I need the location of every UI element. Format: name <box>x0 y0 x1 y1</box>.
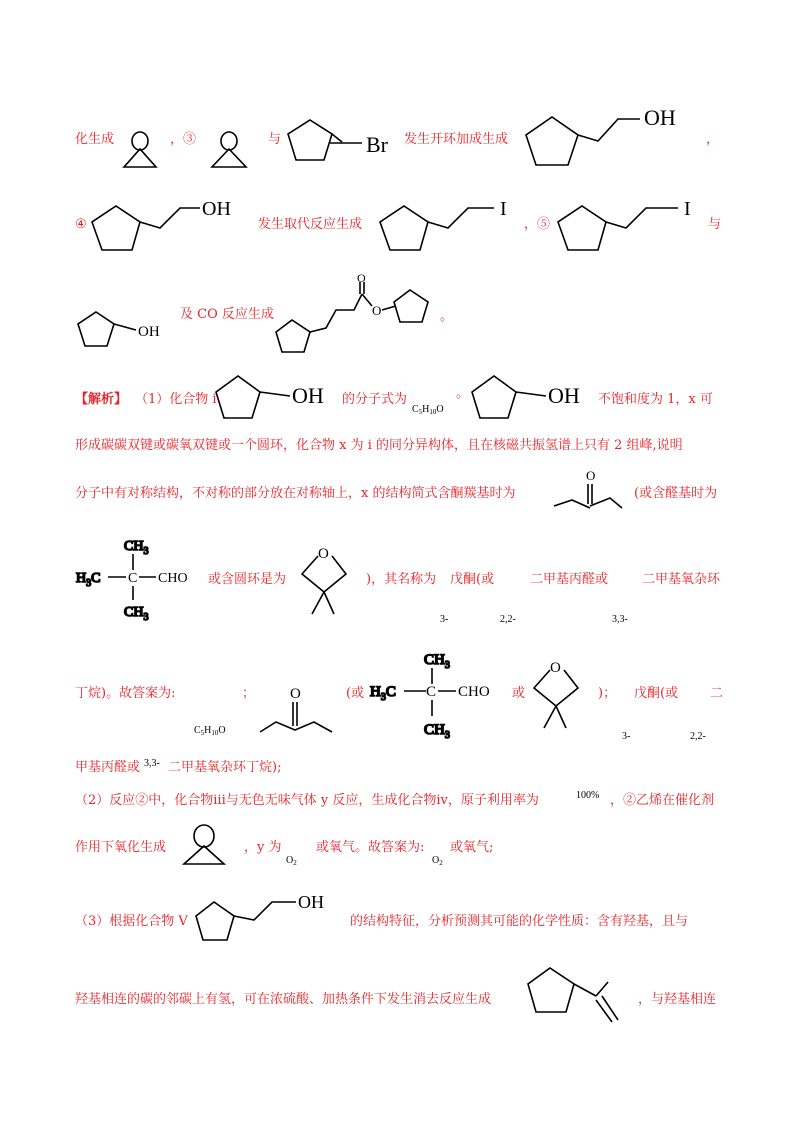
ch3-label: $CH_3$ <box>424 722 450 741</box>
cyclopentylethanol-structure <box>88 188 258 260</box>
locant-number: 3- <box>440 614 449 625</box>
text-segment: 分子中有对称结构，不对称的部分放在对称轴上，x 的结构简式含酮羰基时为 <box>75 486 516 501</box>
text-segment: 丁烷)。故答案为: <box>75 686 176 701</box>
text-segment: 作用下氧化生成 <box>75 840 167 855</box>
text-segment: 或氧气。故答案为: <box>316 840 425 855</box>
text-segment: (或含醛基时为 <box>634 486 718 501</box>
cyclopentanol-structure <box>76 308 176 352</box>
text-segment: 或 <box>512 686 526 701</box>
text-segment: 二甲基氧杂环 <box>642 572 721 587</box>
text-segment: 与 <box>708 217 722 232</box>
text-segment: 。 <box>456 386 470 401</box>
dimethyloxetane-structure <box>296 540 360 620</box>
text-segment: 甲基丙醛或 <box>75 760 141 775</box>
pivaldehyde-structure <box>370 646 504 741</box>
oh-label: OH <box>202 198 231 220</box>
bromocyclopentane-structure <box>282 112 394 172</box>
o-label: O <box>318 546 329 562</box>
pivaldehyde-structure <box>76 532 206 623</box>
text-segment: ，②乙烯在催化剂 <box>610 793 715 808</box>
text-segment: ， <box>706 132 720 147</box>
oh-label: OH <box>292 383 324 408</box>
vinylcyclopentane-structure <box>524 962 634 1024</box>
text-segment: 与 <box>268 132 282 147</box>
o-label: O <box>586 468 596 483</box>
pentanone-structure <box>256 684 336 740</box>
text-segment: 的分子式为 <box>342 392 408 407</box>
i-label: I <box>500 198 507 220</box>
text-segment: ，⑤ <box>524 217 551 232</box>
dimethyloxetane-structure <box>528 654 594 734</box>
text-segment: ； <box>242 686 256 701</box>
oh-label: OH <box>548 383 580 408</box>
text-segment: ，与羟基相连 <box>638 992 717 1007</box>
text-segment: 或含圆环是为 <box>208 572 287 587</box>
o-label: O <box>372 303 382 318</box>
text-segment: )，其名称为 <box>366 572 437 587</box>
ch3-label: $CH_3$ <box>124 539 149 557</box>
cho-label: CHO <box>458 684 490 700</box>
locant-number: 2,2- <box>500 614 516 625</box>
cyclopentanol-structure <box>214 372 334 424</box>
text-segment: 二甲基丙醛或 <box>530 572 609 587</box>
pentanone-structure <box>550 468 630 516</box>
text-segment: 发生取代反应生成 <box>258 217 363 232</box>
iodoethylcyclopentane-structure <box>376 188 516 260</box>
text-segment: 或氧气; <box>450 840 494 855</box>
o-label: O <box>550 660 561 676</box>
cyclopentylethanol-structure <box>192 888 342 952</box>
formula-o2: $O_2$ <box>286 855 297 867</box>
text-segment: 发生开环加成生成 <box>404 132 509 147</box>
analysis-tag: 【解析】 <box>75 392 128 407</box>
text-segment: 戊酮(或 <box>450 572 495 587</box>
formula-o2: $O_2$ <box>432 855 443 867</box>
locant-number: 3,3- <box>612 614 628 625</box>
h3c-label: $H_3C$ <box>76 571 101 589</box>
percent-value: 100% <box>576 790 600 801</box>
text-segment: 戊酮(或 <box>634 686 679 701</box>
oh-label: OH <box>644 105 676 130</box>
cyclopentanol-structure <box>470 372 590 424</box>
br-label: Br <box>366 132 388 157</box>
text-segment: 二 <box>710 686 724 701</box>
text-segment: 及 CO 反应生成 <box>180 307 274 322</box>
c-label: C <box>128 571 138 586</box>
c-label: C <box>426 684 437 700</box>
locant-number: 2,2- <box>690 731 706 742</box>
i-label: I <box>684 198 691 220</box>
locant-number: 3,3- <box>144 758 160 769</box>
text-segment: (或 <box>346 686 365 701</box>
oh-label: OH <box>138 324 160 340</box>
text-segment: ④ <box>75 217 87 232</box>
text-segment: 。 <box>440 309 454 324</box>
epoxide-structure <box>178 818 232 868</box>
cho-label: CHO <box>158 571 188 586</box>
text-segment: )； <box>598 686 617 701</box>
formula-c5h10o: $C_5H_{10}O$ <box>194 725 226 737</box>
text-segment: 的结构特征，分析预测其可能的化学性质：含有羟基，且与 <box>350 914 689 929</box>
text-segment: （2）反应②中，化合物iii与无色无味气体 y 反应，生成化合物iv，原子利用率为 <box>75 793 539 808</box>
epoxide-structure <box>118 115 162 171</box>
o-label: O <box>290 686 301 702</box>
cyclopentylethanol-structure <box>522 95 702 175</box>
formula-c5h10o: $C_5H_{10}O$ <box>412 404 444 416</box>
locant-number: 3- <box>622 731 631 742</box>
iodoethylcyclopentane-structure <box>554 188 704 260</box>
ester-product-structure <box>274 272 444 356</box>
text-segment: （1）化合物 i <box>135 392 217 407</box>
text-segment: 羟基相连的碳的邻碳上有氢，可在浓硫酸、加热条件下发生消去反应生成 <box>75 992 492 1007</box>
text-segment: （3）根据化合物 V <box>75 914 188 929</box>
ch3-label: $CH_3$ <box>424 652 450 671</box>
epoxide-structure <box>206 115 252 171</box>
text-segment: 化生成 <box>75 132 115 147</box>
text-segment: ，y 为 <box>244 840 282 855</box>
ch3-label: $CH_3$ <box>124 605 149 623</box>
h3c-label: $H_3C$ <box>370 684 396 703</box>
oh-label: OH <box>298 892 324 912</box>
text-segment: ，③ <box>170 132 197 147</box>
o-label: O <box>357 271 366 285</box>
text-segment: 不饱和度为 1，x 可 <box>598 392 713 407</box>
text-line: 形成碳碳双键或碳氧双键或一个圆环，化合物 x 为 i 的同分异构体，且在核磁共振氢谱上只有 2 组峰,说明 <box>75 438 683 453</box>
text-segment: 二甲基氧杂环丁烷); <box>168 760 282 775</box>
